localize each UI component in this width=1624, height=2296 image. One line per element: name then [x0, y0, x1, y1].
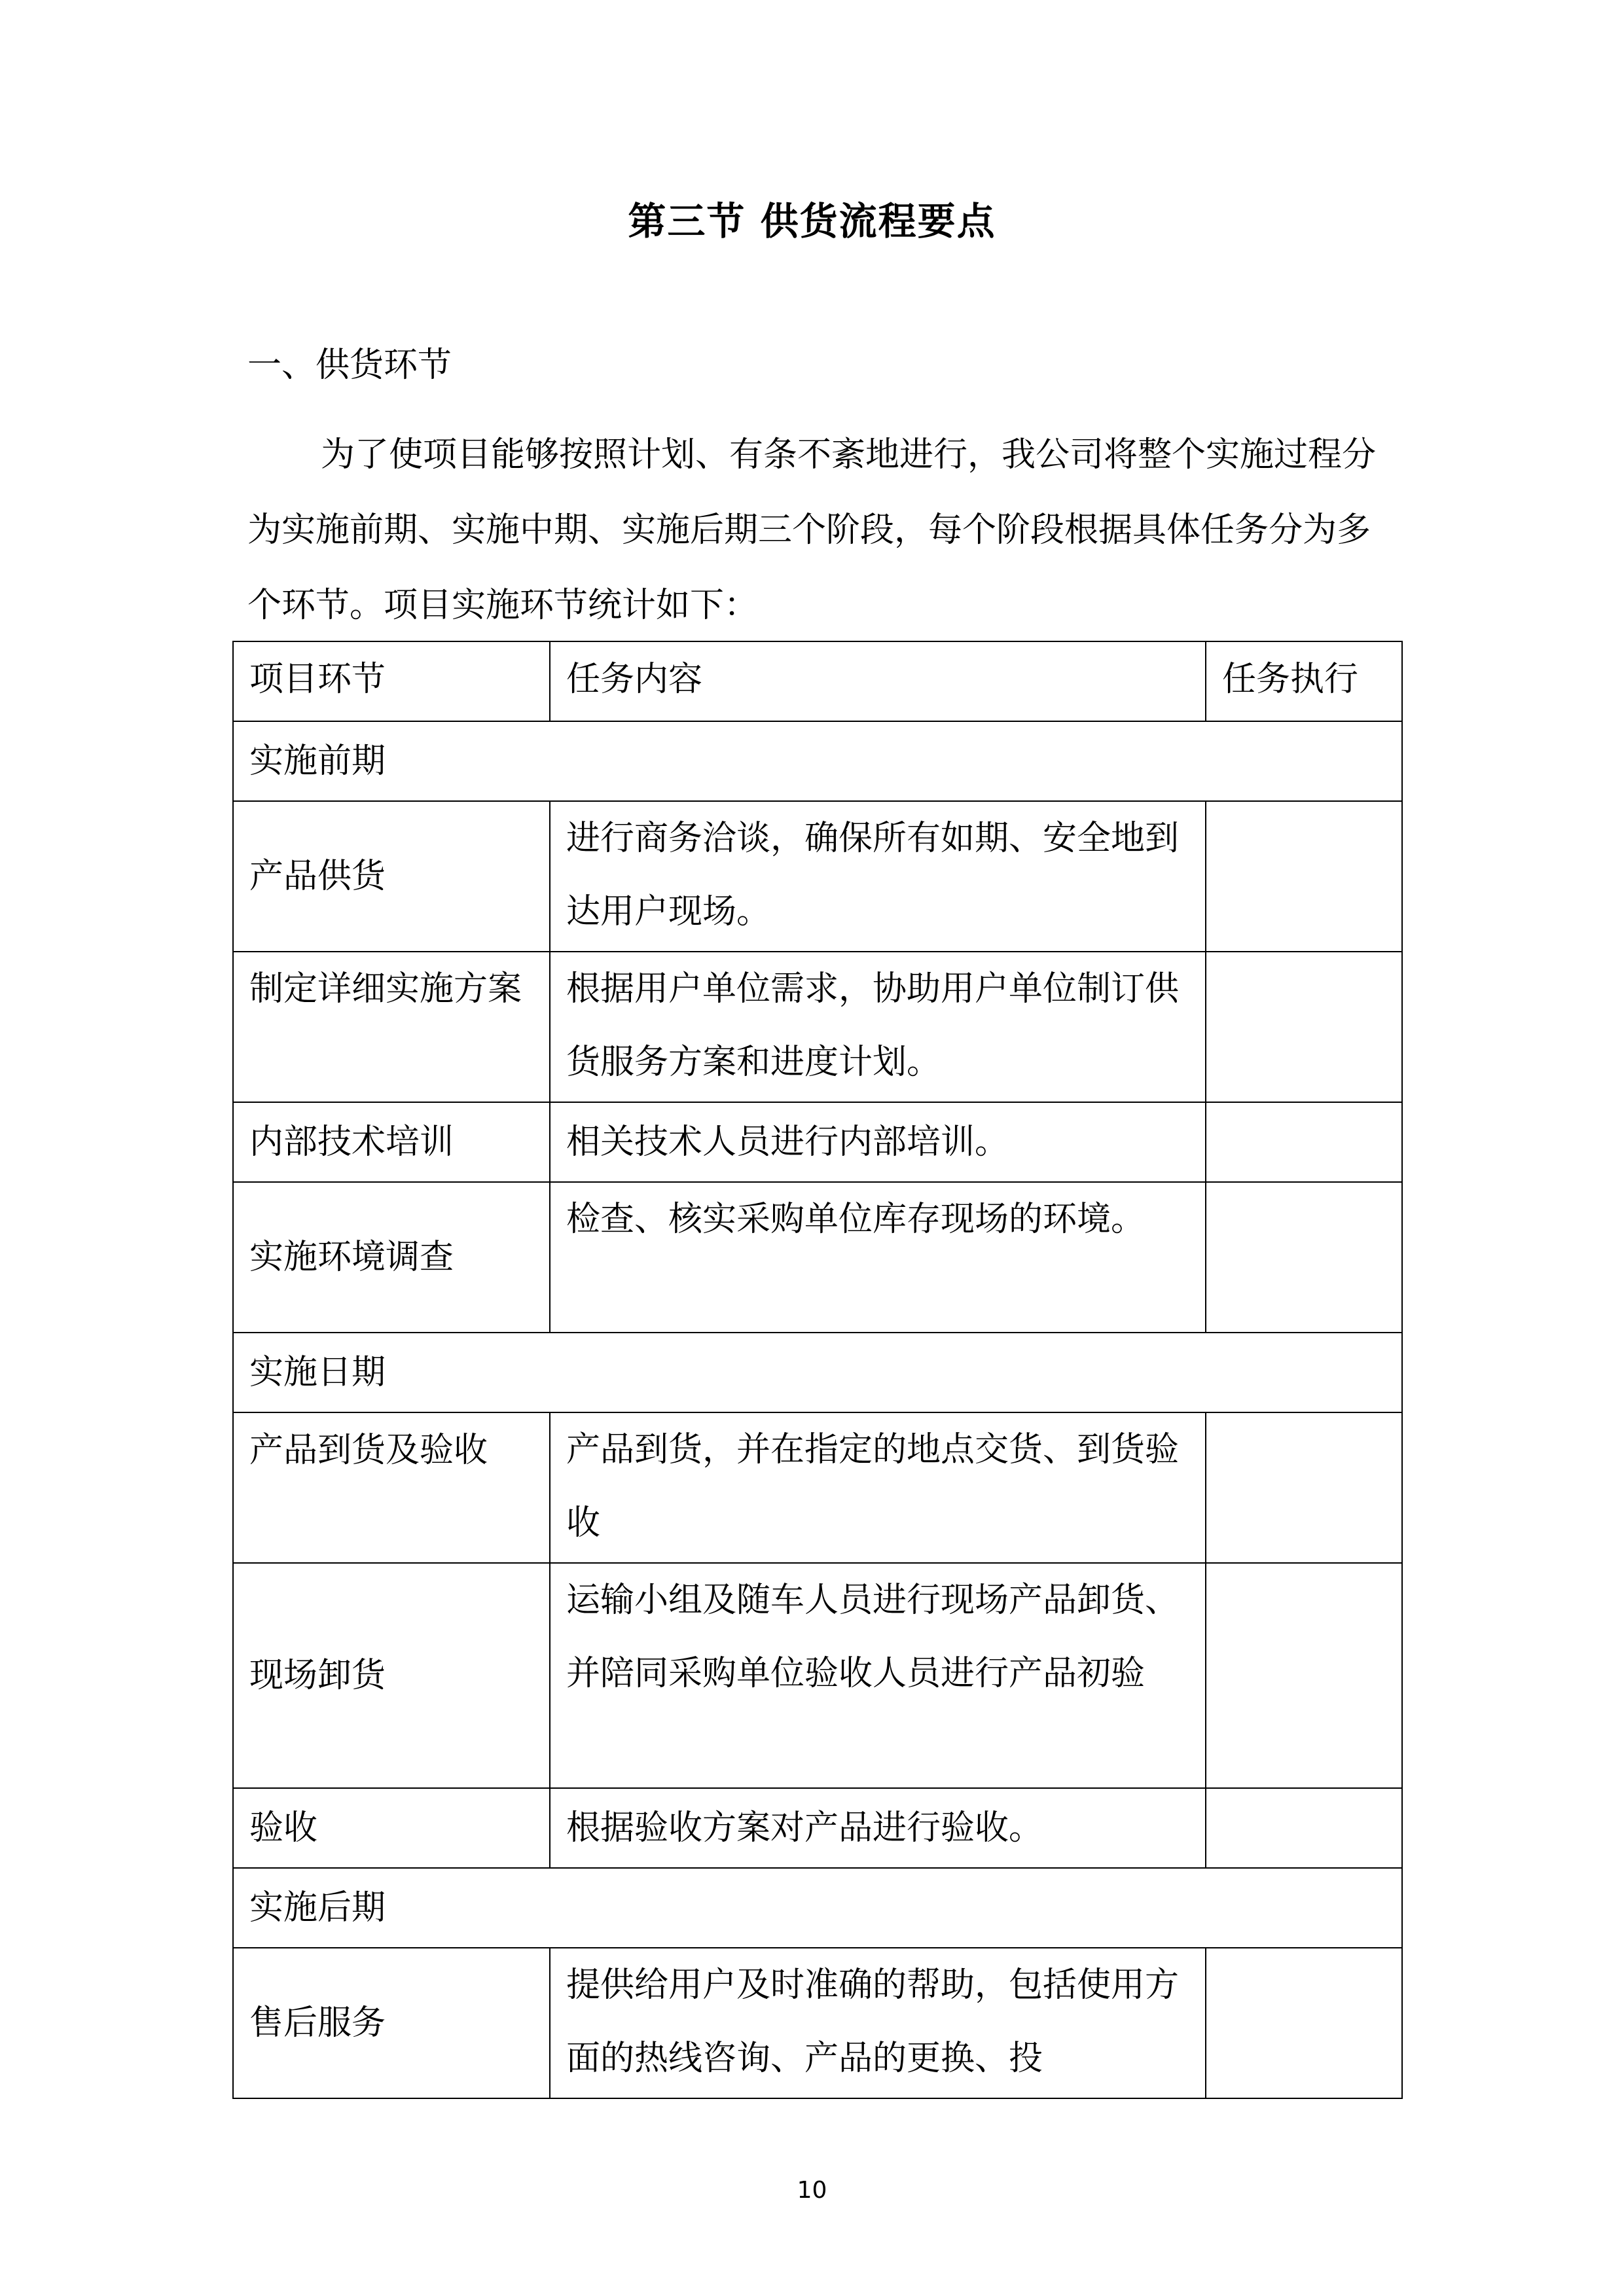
implementation-table — [232, 641, 1403, 2099]
row-item: 现场卸货 — [233, 1563, 550, 1788]
phase-label: 实施前期 — [233, 721, 1402, 801]
row-exec — [1206, 952, 1402, 1102]
table-row — [233, 1948, 1402, 2098]
table-row — [233, 801, 1402, 952]
row-content: 进行商务洽谈，确保所有如期、安全地到达用户现场。 — [550, 801, 1206, 952]
row-exec — [1206, 1948, 1402, 2098]
phase-row — [233, 721, 1402, 801]
phase-label: 实施日期 — [233, 1333, 1402, 1412]
row-content: 检查、核实采购单位库存现场的环境。 — [550, 1182, 1206, 1333]
table-header-row — [233, 641, 1402, 721]
intro-paragraph: 为了使项目能够按照计划、有条不紊地进行，我公司将整个实施过程分为实施前期、实施中期、实施后期三个阶段，每个阶段根据具体任务分为多个环节。项目实施环节统计如下： — [247, 435, 1377, 625]
table-row — [233, 1563, 1402, 1788]
row-content: 运输小组及随车人员进行现场产品卸货、并陪同采购单位验收人员进行产品初验 — [550, 1563, 1206, 1788]
header-item: 项目环节 — [233, 641, 550, 721]
row-exec — [1206, 1102, 1402, 1182]
table-row — [233, 1182, 1402, 1333]
page-number: 10 — [797, 2177, 827, 2204]
row-content: 根据用户单位需求，协助用户单位制订供货服务方案和进度计划。 — [550, 952, 1206, 1102]
phase-row — [233, 1333, 1402, 1412]
page-title: 第三节 供货流程要点 — [628, 199, 996, 243]
row-item: 制定详细实施方案 — [233, 952, 550, 1102]
table-row — [233, 1788, 1402, 1868]
row-exec — [1206, 1788, 1402, 1868]
section-heading: 一、供货环节 — [247, 346, 452, 385]
row-content: 相关技术人员进行内部培训。 — [550, 1102, 1206, 1182]
phase-row — [233, 1868, 1402, 1948]
row-item: 产品到货及验收 — [233, 1412, 550, 1563]
row-content: 产品到货，并在指定的地点交货、到货验收 — [550, 1412, 1206, 1563]
row-exec — [1206, 1182, 1402, 1333]
row-item: 验收 — [233, 1788, 550, 1868]
row-content: 根据验收方案对产品进行验收。 — [550, 1788, 1206, 1868]
row-item: 实施环境调查 — [233, 1182, 550, 1333]
row-exec — [1206, 1412, 1402, 1563]
header-content: 任务内容 — [550, 641, 1206, 721]
phase-label: 实施后期 — [233, 1868, 1402, 1948]
table-row — [233, 1102, 1402, 1182]
row-item: 内部技术培训 — [233, 1102, 550, 1182]
row-exec — [1206, 801, 1402, 952]
row-exec — [1206, 1563, 1402, 1788]
table-row — [233, 1412, 1402, 1563]
header-exec: 任务执行 — [1206, 641, 1402, 721]
row-item: 售后服务 — [233, 1948, 550, 2098]
row-content: 提供给用户及时准确的帮助，包括使用方面的热线咨询、产品的更换、投 — [550, 1948, 1206, 2098]
row-item: 产品供货 — [233, 801, 550, 952]
table-row — [233, 952, 1402, 1102]
